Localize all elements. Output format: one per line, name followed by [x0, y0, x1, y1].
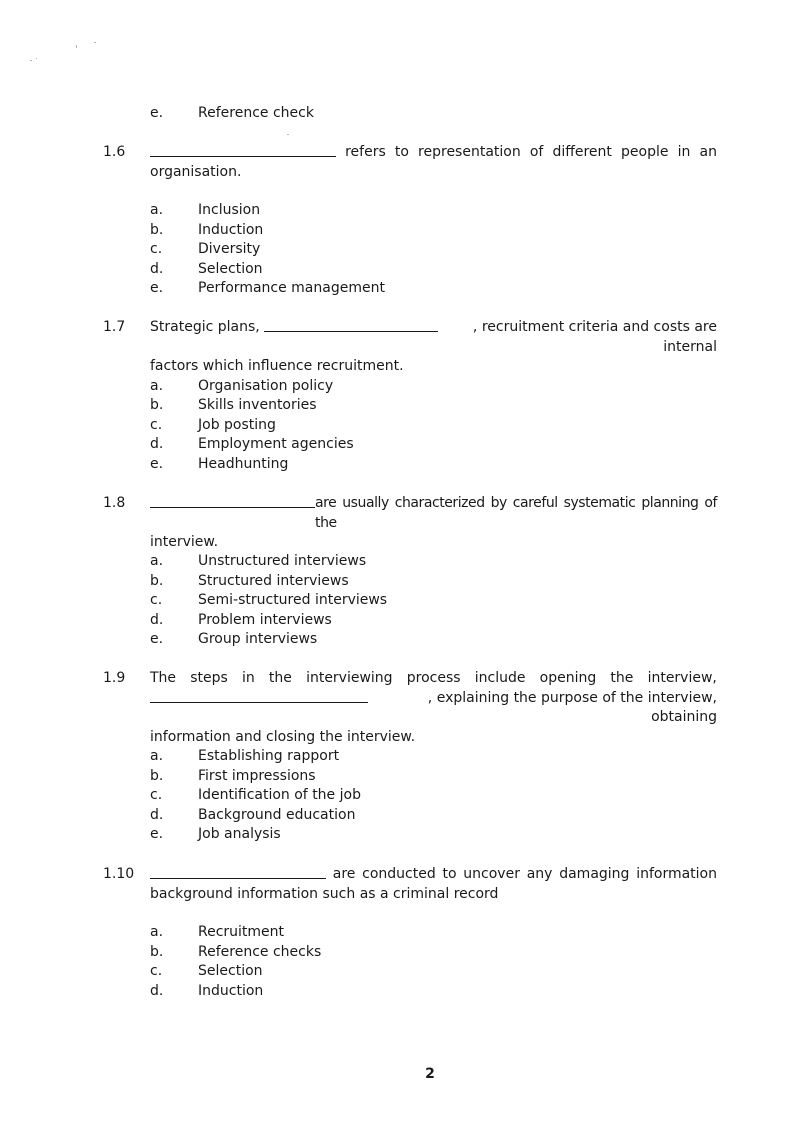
- question-word: uncover: [463, 866, 520, 882]
- option-item: [150, 377, 333, 396]
- question-text: [150, 865, 717, 904]
- question-line: interview.: [150, 534, 219, 550]
- option-letter: a.: [150, 378, 164, 394]
- question-line: [150, 865, 717, 885]
- option-item: [150, 630, 317, 649]
- question-number: 1.7: [103, 319, 126, 335]
- option-label: Group interviews: [198, 631, 318, 647]
- option-label: Organisation policy: [198, 378, 334, 394]
- option-label: Structured interviews: [198, 573, 349, 589]
- question-fragment: , recruitment criteria and costs are internal: [472, 319, 717, 355]
- option-label: Background education: [198, 807, 356, 823]
- option-letter: d.: [150, 436, 164, 452]
- option-item: [150, 260, 263, 279]
- option-label: Establishing rapport: [198, 748, 340, 764]
- option-label: Induction: [198, 983, 264, 999]
- question-number: 1.10: [103, 866, 135, 882]
- option-letter: c.: [150, 417, 163, 433]
- option-letter: b.: [150, 573, 164, 589]
- option-letter: c.: [150, 963, 163, 979]
- option-label: Inclusion: [198, 202, 261, 218]
- question-word: an: [699, 144, 717, 160]
- question-line: [150, 318, 717, 357]
- option-item: [150, 962, 263, 981]
- option-letter: d.: [150, 612, 164, 628]
- option-letter: e.: [150, 280, 164, 296]
- option-label: Selection: [198, 261, 263, 277]
- question-text: [150, 669, 717, 747]
- question-text: [150, 494, 717, 553]
- option-label: Performance management: [198, 280, 385, 296]
- option-label: Headhunting: [198, 456, 289, 472]
- scan-speck: [30, 60, 32, 61]
- answer-blank: [150, 865, 326, 879]
- option-item: [150, 396, 317, 415]
- option-label: Reference check: [198, 105, 314, 121]
- option-letter: b.: [150, 397, 164, 413]
- option-letter: c.: [150, 592, 163, 608]
- option-letter: a.: [150, 553, 164, 569]
- option-item: [150, 806, 355, 825]
- scan-speck: [287, 134, 289, 135]
- option-item: [150, 552, 366, 571]
- option-item: [150, 416, 276, 435]
- question-word: damaging: [559, 866, 630, 882]
- question-word: The: [150, 670, 177, 686]
- question-word: the: [268, 670, 292, 686]
- option-letter: b.: [150, 944, 164, 960]
- question-word: are: [332, 866, 356, 882]
- question-word: of: [529, 144, 544, 160]
- question-word: to: [394, 144, 409, 160]
- option-label: Recruitment: [198, 924, 285, 940]
- option-label: Semi-structured interviews: [198, 592, 388, 608]
- option-letter: b.: [150, 768, 164, 784]
- option-item: [150, 201, 260, 220]
- question-word: information: [636, 866, 717, 882]
- question-word: representation: [418, 144, 521, 160]
- question-fragment: , explaining the purpose of the interview, obtaining: [427, 689, 717, 725]
- option-letter: a.: [150, 924, 164, 940]
- option-label: Unstructured interviews: [198, 553, 367, 569]
- question-line: organisation.: [150, 163, 242, 180]
- question-number: 1.8: [103, 495, 126, 511]
- option-item: [150, 572, 349, 591]
- option-item: [150, 611, 332, 630]
- answer-blank: [150, 143, 336, 157]
- option-letter: e.: [150, 631, 164, 647]
- answer-blank: [150, 689, 368, 703]
- option-letter: a.: [150, 202, 164, 218]
- option-item: [150, 221, 263, 240]
- page-number: 2: [425, 1066, 435, 1082]
- question-word: steps: [190, 670, 228, 686]
- question-word: to: [442, 866, 457, 882]
- question-text: [150, 318, 717, 377]
- question-word: people: [621, 144, 669, 160]
- option-item: [150, 591, 387, 610]
- question-line: [150, 669, 717, 689]
- question-word: conducted: [362, 866, 436, 882]
- option-label: Employment agencies: [198, 436, 354, 452]
- option-item: [150, 435, 354, 454]
- question-number: 1.6: [103, 144, 126, 160]
- option-item: [150, 943, 321, 962]
- option-letter: b.: [150, 222, 164, 238]
- question-word: opening: [539, 670, 597, 686]
- option-item: [150, 747, 339, 766]
- question-line: information and closing the interview.: [150, 728, 416, 745]
- question-fragment: Strategic plans,: [150, 319, 260, 335]
- question-word: in: [677, 144, 691, 160]
- option-item: [150, 825, 281, 844]
- option-label: First impressions: [198, 768, 316, 784]
- question-word: interview,: [647, 670, 717, 686]
- question-word: the: [610, 670, 634, 686]
- option-letter: a.: [150, 748, 164, 764]
- scan-speck: [94, 42, 96, 43]
- question-word: any: [526, 866, 553, 882]
- option-label: Induction: [198, 222, 264, 238]
- option-label: Identification of the job: [198, 787, 361, 803]
- option-label: Diversity: [198, 241, 261, 257]
- option-item: [150, 786, 361, 805]
- option-letter: e.: [150, 105, 164, 121]
- option-letter: e.: [150, 456, 164, 472]
- option-item: [150, 767, 316, 786]
- question-line: [150, 494, 717, 533]
- question-blank-wrap: [264, 318, 717, 357]
- option-label: Job analysis: [198, 826, 281, 842]
- option-carry-over: [150, 104, 314, 123]
- question-text: [150, 143, 717, 182]
- question-word: process: [406, 670, 461, 686]
- option-letter: e.: [150, 826, 164, 842]
- scan-speck: [76, 45, 77, 48]
- option-label: Problem interviews: [198, 612, 332, 628]
- option-item: [150, 279, 385, 298]
- scan-speck: [36, 58, 37, 59]
- question-word: different: [552, 144, 612, 160]
- option-letter: c.: [150, 787, 163, 803]
- option-item: [150, 982, 263, 1001]
- question-word: interviewing: [306, 670, 393, 686]
- option-label: Job posting: [198, 417, 276, 433]
- option-letter: d.: [150, 261, 164, 277]
- option-letter: c.: [150, 241, 163, 257]
- option-item: [150, 455, 288, 474]
- question-number: 1.9: [103, 670, 126, 686]
- question-line: factors which influence recruitment.: [150, 358, 404, 374]
- option-label: Reference checks: [198, 944, 322, 960]
- answer-blank: [150, 494, 315, 508]
- option-label: Selection: [198, 963, 263, 979]
- option-letter: d.: [150, 807, 164, 823]
- option-item: [150, 240, 260, 259]
- question-line: [150, 689, 717, 728]
- question-fragment: are usually characterized by careful systematic planning of the: [315, 495, 717, 531]
- question-word: include: [474, 670, 526, 686]
- answer-blank: [264, 318, 438, 332]
- question-word: in: [241, 670, 255, 686]
- option-label: Skills inventories: [198, 397, 317, 413]
- question-line: background information such as a criminal record: [150, 885, 499, 902]
- question-line: [150, 143, 717, 163]
- option-item: [150, 923, 284, 942]
- option-letter: d.: [150, 983, 164, 999]
- question-word: refers: [345, 144, 386, 160]
